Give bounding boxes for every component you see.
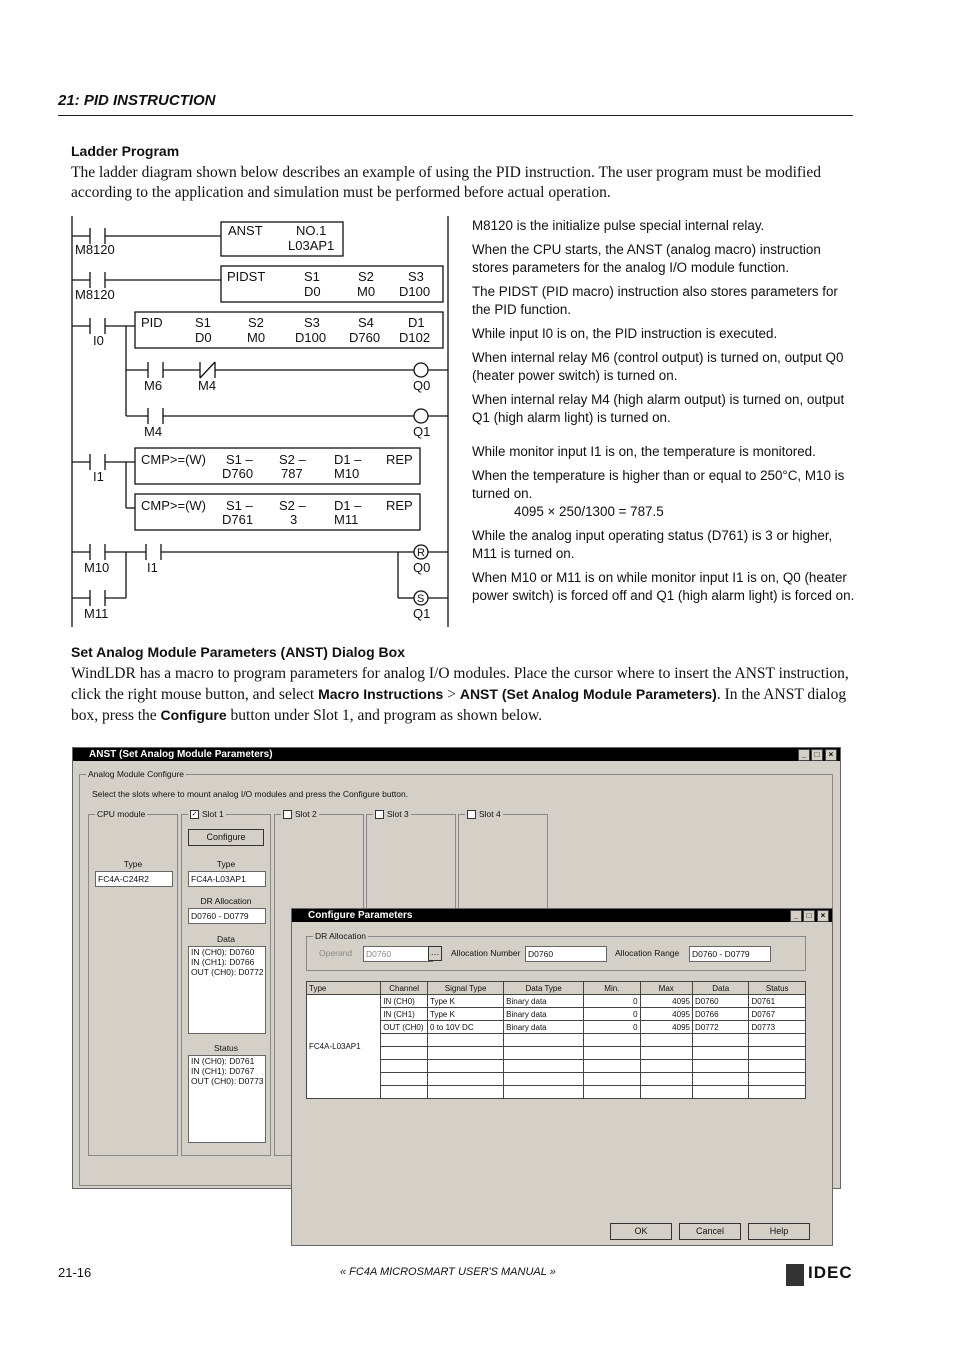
min-cell: 0 (584, 1021, 640, 1034)
contact-i0: I0 (93, 333, 104, 348)
operand-field: D0760 (363, 946, 433, 962)
cmp1-d1: D1 – (334, 452, 362, 467)
configure-button[interactable]: Configure (188, 829, 264, 846)
maximize-icon[interactable]: □ (811, 749, 823, 761)
checkbox-icon (283, 810, 292, 819)
cmp1-s1-value: D760 (222, 466, 254, 481)
ok-button[interactable]: OK (610, 1223, 672, 1240)
data-list (188, 946, 266, 1034)
anst-bold-term: Macro Instructions (318, 686, 444, 702)
pid-s4-value: D760 (349, 330, 381, 345)
allocation-range-field: D0760 - D0779 (689, 946, 771, 962)
note-item: While monitor input I1 is on, the temperature is monitored. (472, 444, 816, 459)
slot2-label: Slot 2 (295, 809, 317, 819)
contact-m8120: M8120 (75, 287, 115, 302)
column-header: Min. (584, 982, 640, 995)
slot1-label: Slot 1 (202, 809, 224, 819)
help-button[interactable]: Help (748, 1223, 810, 1240)
pid-s4: S4 (358, 315, 374, 330)
type-label: Type (216, 859, 236, 869)
empty-row (307, 1086, 806, 1099)
config-dialog-titlebar (292, 909, 832, 922)
anst-paragraph (71, 664, 856, 726)
allocation-range-label: Allocation Range (615, 948, 680, 958)
data-line: OUT (CH0): D0772 (191, 967, 264, 977)
table-row[interactable] (307, 1008, 806, 1021)
note-item: When internal relay M6 (control output) is turned on, output Q0 (heater power switch) is turned on. (472, 350, 844, 383)
allocation-number-label: Allocation Number (451, 948, 521, 958)
note-item: When the temperature is higher than or equal to 250°C, M10 is turned on. (472, 468, 845, 501)
page-header: 21: PID INSTRUCTION (58, 92, 216, 109)
dr-allocation-label: DR Allocation (200, 896, 252, 906)
data-label: Data (217, 934, 235, 944)
data-line: IN (CH1): D0766 (191, 957, 255, 967)
note-item: When M10 or M11 is on while monitor input I1 is on, Q0 (heater power switch) is forced off and Q1 (high alarm light) is forced on. (472, 570, 855, 603)
header-rule (58, 115, 853, 116)
data-type-cell[interactable]: Binary data (504, 995, 584, 1008)
pid-s2-value: M0 (247, 330, 266, 345)
empty-row (307, 1047, 806, 1060)
check-icon: ✓ (191, 811, 198, 819)
cmp1-rep: REP (386, 452, 413, 467)
slot1-group (181, 809, 271, 1156)
table-row[interactable] (307, 1021, 806, 1034)
contact-m6: M6 (144, 378, 163, 393)
signal-type-cell[interactable]: Type K (428, 995, 504, 1008)
note-item: While input I0 is on, the PID instruction is executed. (472, 326, 778, 341)
slot4-label: Slot 4 (479, 809, 501, 819)
cmp1-s1: S1 – (226, 452, 253, 467)
column-header: Data (692, 982, 748, 995)
data-cell: D0766 (692, 1008, 748, 1021)
data-line: IN (CH0): D0760 (191, 947, 255, 957)
data-cell: D0760 (692, 995, 748, 1008)
cmp2-d1: D1 – (334, 498, 362, 513)
empty-row (307, 1060, 806, 1073)
pidst-s1: S1 (304, 269, 320, 284)
table-header-row (307, 982, 806, 995)
coil-q1: Q1 (413, 424, 431, 439)
cpu-module-group (88, 809, 178, 1156)
status-label: Status (213, 1043, 239, 1053)
minimize-icon[interactable]: _ (798, 749, 810, 761)
anst-no: NO.1 (296, 223, 327, 238)
data-type-cell[interactable]: Binary data (504, 1008, 584, 1021)
pidst-s2-value: M0 (357, 284, 376, 299)
slot3-label: Slot 3 (387, 809, 409, 819)
config-dialog-title: Configure Parameters (308, 910, 413, 921)
note-formula: 4095 × 250/1300 = 787.5 (514, 504, 664, 519)
column-header: Max (640, 982, 692, 995)
pidst-s1-value: D0 (304, 284, 321, 299)
max-cell: 4095 (640, 1008, 692, 1021)
pidst-s3: S3 (408, 269, 424, 284)
contact-m10: M10 (84, 560, 110, 575)
note-item: While the analog input operating status (D761) is 3 or higher, M11 is turned on. (472, 528, 833, 561)
cmp1-s2-value: 787 (281, 466, 303, 481)
max-cell: 4095 (640, 1021, 692, 1034)
cmp2-s1-value: D761 (222, 512, 254, 527)
cmp2-s1: S1 – (226, 498, 253, 513)
anst-module: L03AP1 (288, 238, 335, 253)
anst-dialog-titlebar (73, 748, 840, 761)
cmp2-s2: S2 – (279, 498, 306, 513)
slot2-checkbox[interactable] (281, 809, 319, 819)
status-cell: D0767 (749, 1008, 806, 1021)
anst-dialog-title: ANST (Set Analog Module Parameters) (89, 749, 273, 760)
min-cell: 0 (584, 995, 640, 1008)
cancel-button[interactable]: Cancel (679, 1223, 741, 1240)
cmp2-s2-value: 3 (290, 512, 298, 527)
pid-s2: S2 (248, 315, 264, 330)
pid-s3-value: D100 (295, 330, 327, 345)
cmp2-rep: REP (386, 498, 413, 513)
slot4-checkbox[interactable] (465, 809, 503, 819)
anst-text: button under Slot 1, and program as shown below. (230, 707, 543, 724)
note-item: The PIDST (PID macro) instruction also stores parameters for the PID function. (472, 284, 838, 317)
close-icon[interactable]: × (817, 910, 829, 922)
manual-title: « FC4A MICROSMART USER'S MANUAL » (340, 1266, 556, 1278)
contact-i1: I1 (147, 560, 158, 575)
empty-row (307, 1034, 806, 1047)
notes-column (472, 217, 856, 605)
cmp1-s2: S2 – (279, 452, 306, 467)
contact-m8120: M8120 (75, 242, 115, 257)
type-cell: FC4A-L03AP1 (307, 995, 381, 1099)
ladder-paragraph: The ladder diagram shown below describes an example of using the PID instruction. The user program must be modified according to the application and simulation must be performed before actual operation. (71, 164, 821, 201)
min-cell: 0 (584, 1008, 640, 1021)
type-label: Type (123, 859, 143, 869)
column-header: Type (307, 982, 381, 995)
operand-browse-button: … (428, 946, 442, 961)
status-line: IN (CH1): D0767 (191, 1066, 255, 1076)
slot1-checkbox[interactable] (188, 809, 226, 819)
cpu-module-label: CPU module (97, 809, 146, 819)
slot1-type-field: FC4A-L03AP1 (188, 871, 266, 887)
idec-logo: IDEC (808, 1263, 853, 1282)
pid-s1: S1 (195, 315, 211, 330)
analog-module-group-label: Analog Module Configure (88, 769, 184, 779)
note-item: M8120 is the initialize pulse special internal relay. (472, 218, 765, 233)
pid-d1: D1 (408, 315, 425, 330)
pid-d1-value: D102 (399, 330, 431, 345)
channel-cell: IN (CH0) (381, 995, 428, 1008)
status-list (188, 1055, 266, 1143)
set-coil-label: S (417, 593, 425, 605)
minimize-icon[interactable]: _ (790, 910, 802, 922)
allocation-number-field[interactable]: D0760 (525, 946, 607, 962)
cpu-type-field: FC4A-C24R2 (95, 871, 173, 887)
anst-text: WindLDR has a macro to program parameters for analog I/O modules. Place the cursor where to insert the ANST instruction, click the right mouse button, and select (71, 665, 849, 703)
data-cell: D0772 (692, 1021, 748, 1034)
anst-text: . In the ANST dialog box, press the (71, 686, 847, 724)
pidst-s2: S2 (358, 269, 374, 284)
reset-coil-label: R (417, 547, 425, 559)
data-type-cell[interactable]: Binary data (504, 1021, 584, 1034)
cmp1-d1-value: M10 (334, 466, 360, 481)
checkbox-icon (467, 810, 476, 819)
contact-i1: I1 (93, 469, 104, 484)
empty-row (307, 1073, 806, 1086)
close-icon[interactable]: × (825, 749, 837, 761)
pid-s1-value: D0 (195, 330, 212, 345)
anst-bold-term: ANST (Set Analog Module Parameters) (459, 686, 717, 702)
checkbox-icon (375, 810, 384, 819)
dr-allocation-group (306, 931, 806, 971)
note-item: When the CPU starts, the ANST (analog macro) instruction stores parameters for the analog I/O module function. (472, 242, 821, 275)
idec-logo-mark (786, 1264, 804, 1286)
anst-heading: Set Analog Module Parameters (ANST) Dialog Box (71, 644, 405, 660)
note-item: When internal relay M4 (high alarm output) is turned on, output Q1 (high alarm light) is turned on. (472, 392, 845, 425)
column-header: Data Type (504, 982, 584, 995)
cmp2-d1-value: M11 (334, 512, 359, 527)
anst-text: > (447, 686, 456, 703)
ladder-heading: Ladder Program (71, 143, 180, 159)
pidst-label: PIDST (227, 269, 266, 284)
contact-m4: M4 (144, 424, 163, 439)
channel-cell: OUT (CH0) (381, 1021, 428, 1034)
cmp-label: CMP>=(W) (141, 452, 206, 467)
contact-m11: M11 (84, 606, 109, 621)
dr-allocation-group-label: DR Allocation (315, 931, 367, 941)
status-line: OUT (CH0): D0773 (191, 1076, 264, 1086)
column-header: Signal Type (428, 982, 504, 995)
column-header: Status (749, 982, 806, 995)
status-cell: D0761 (749, 995, 806, 1008)
coil-q1: Q1 (413, 606, 431, 621)
maximize-icon[interactable]: □ (803, 910, 815, 922)
coil-q0: Q0 (413, 378, 431, 393)
anst-bold-term: Configure (160, 707, 227, 723)
pid-label: PID (141, 315, 163, 330)
signal-type-cell[interactable]: Type K (428, 1008, 504, 1021)
ladder-diagram (58, 214, 458, 629)
signal-type-cell[interactable]: 0 to 10V DC (428, 1021, 504, 1034)
cmp-label: CMP>=(W) (141, 498, 206, 513)
pidst-s3-value: D100 (399, 284, 431, 299)
contact-m4: M4 (198, 378, 217, 393)
pid-s3: S3 (304, 315, 320, 330)
instruction-text: Select the slots where to mount analog I/O modules and press the Configure button. (92, 789, 409, 799)
max-cell: 4095 (640, 995, 692, 1008)
slot3-checkbox[interactable] (373, 809, 411, 819)
dr-allocation-field: D0760 - D0779 (188, 908, 266, 924)
page-number: 21-16 (58, 1265, 92, 1280)
operand-label: Operand (319, 948, 353, 958)
status-cell: D0773 (749, 1021, 806, 1034)
coil-q0: Q0 (413, 560, 431, 575)
configure-parameters-dialog (291, 908, 833, 1246)
parameters-table (306, 981, 806, 1099)
column-header: Channel (381, 982, 428, 995)
status-line: IN (CH0): D0761 (191, 1056, 255, 1066)
channel-cell: IN (CH1) (381, 1008, 428, 1021)
table-row[interactable] (307, 995, 806, 1008)
anst-label: ANST (228, 223, 263, 238)
